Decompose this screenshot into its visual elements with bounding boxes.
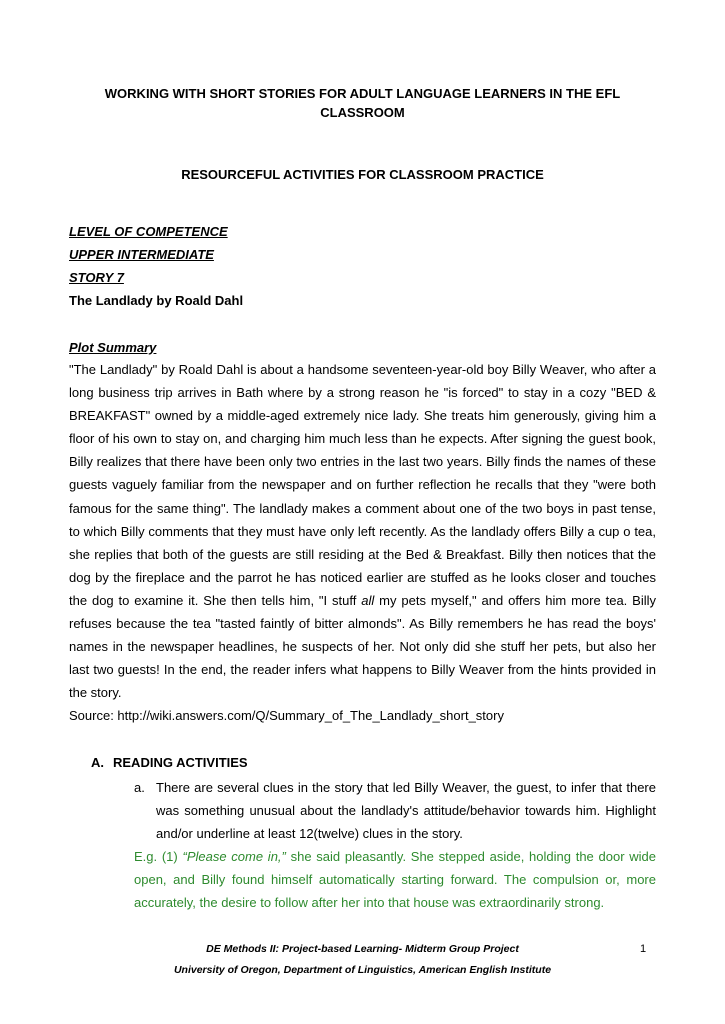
- footer-line-2: University of Oregon, Department of Linguistics, American English Institute: [173, 964, 552, 976]
- section-a-title: READING ACTIVITIES: [113, 755, 248, 770]
- item-a-text: There are several clues in the story that led Billy Weaver, the guest, to infer that there was something unusual about the landlady's attitude/behavior towards him. Highlight and/or underline at least 12(twelve) clues in the story.: [156, 780, 656, 842]
- example-quote: “Please come in,”: [182, 849, 286, 864]
- example-prefix: E.g. (1): [134, 849, 183, 864]
- footer-line-1: DE Methods II: Project-based Learning- Midterm Group Project: [206, 943, 519, 955]
- plot-summary-text: [69, 358, 656, 704]
- summary-emphasis: all: [361, 592, 375, 608]
- story-title: The Landlady by Roald Dahl: [69, 293, 244, 308]
- level-value: UPPER INTERMEDIATE: [69, 247, 214, 262]
- source-line: Source: http://wiki.answers.com/Q/Summary_of_The_Landlady_short_story: [69, 708, 504, 723]
- level-label: LEVEL OF COMPETENCE: [69, 224, 228, 239]
- story-label: STORY 7: [69, 270, 124, 285]
- item-a-marker: a.: [134, 780, 145, 795]
- page-number: 1: [640, 943, 647, 955]
- plot-summary-heading: Plot Summary: [69, 340, 157, 355]
- page-footer: [70, 939, 655, 981]
- example-rest: she said pleasantly. She stepped aside, holding the door wide open, and Billy found himself automatically starting forward. The compulsion or, more accurately, the desire to follow after her into that house was extraordinarily strong.: [134, 849, 656, 910]
- section-a-letter: A.: [91, 755, 104, 770]
- story-info: [69, 220, 243, 312]
- activity-item-a: [134, 776, 656, 845]
- example-text: [134, 845, 656, 914]
- document-subtitle: RESOURCEFUL ACTIVITIES FOR CLASSROOM PRACTICE: [181, 167, 544, 182]
- document-title: WORKING WITH SHORT STORIES FOR ADULT LANGUAGE LEARNERS IN THE EFL CLASSROOM: [104, 86, 621, 120]
- section-a-heading: [91, 752, 248, 774]
- summary-part-2: my pets myself," and offers him more tea. Billy refuses because the tea "tasted faintly of bitter almonds". As Billy remembers he has read the boys' names in the newspaper headlines, he suspects of her. Not only did she stuff her pets, but also her last two guests! In the end, the reader infers what happens to Billy Weaver from the hints provided in the story.: [69, 592, 657, 701]
- summary-part-1: "The Landlady" by Roald Dahl is about a handsome seventeen-year-old boy Billy Weaver, who after a long business trip arrives in Bath where by a strong reason he "is forced" to stay in a cozy "BED & BREAKFAST" owned by a middle-aged extremely nice lady. She treats him generously, giving him a floor of his own to stay on, and charging him much less than he expects. After signing the guest book, Billy realizes that there have been only two entries in the last two years. Billy finds the names of these guests vaguely familiar from the newspaper and on further reflection he recalls that they "were both famous for the same thing". The landlady makes a comment about one of the two boys in past tense, to which Billy comments that they must have only left recently. As the landlady offers Billy a cup o tea, she replies that both of the guests are still residing at the Bed & Breakfast. Billy then notices that the dog by the fireplace and the parrot he has noticed earlier are stuffed as he looks closer and touches the dog to examine it. She then tells him, "I stuff: [69, 362, 656, 608]
